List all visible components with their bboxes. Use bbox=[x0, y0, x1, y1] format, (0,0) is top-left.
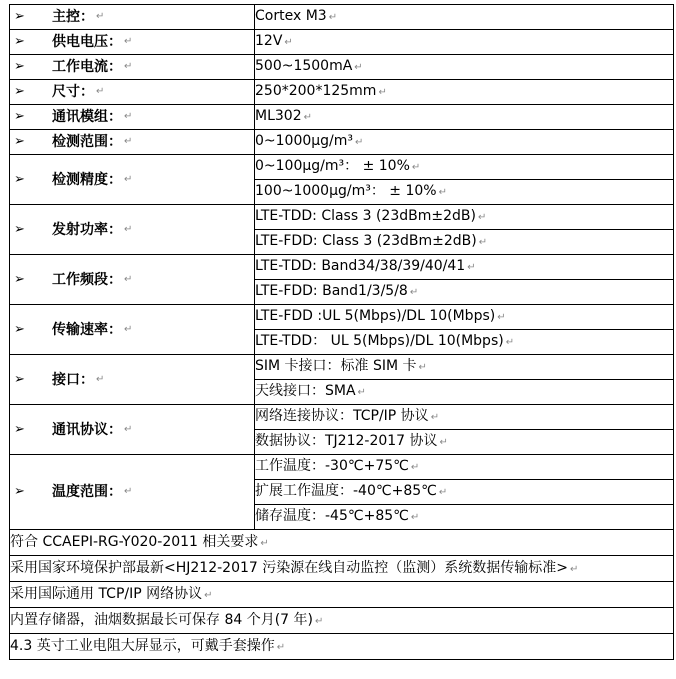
spec-label-cell bbox=[10, 5, 255, 30]
paragraph-mark-icon: ↵ bbox=[505, 337, 515, 348]
spec-label bbox=[10, 372, 254, 388]
note-text: 4.3 英寸工业电阻大屏显示，可戴手套操作 bbox=[10, 637, 275, 654]
note-row bbox=[10, 582, 674, 608]
paragraph-mark-icon: ↵ bbox=[430, 412, 440, 423]
paragraph-mark-icon: ↵ bbox=[354, 62, 363, 73]
arrow-bullet-icon: ➢ bbox=[14, 84, 25, 99]
note-cell bbox=[10, 634, 674, 660]
arrow-bullet-icon: ➢ bbox=[14, 421, 25, 437]
spec-value: Cortex M3 bbox=[255, 8, 327, 24]
spec-label-text: 传输速率： bbox=[52, 321, 122, 338]
spec-value: 0~100μg/m³： ± 10% bbox=[255, 158, 410, 174]
spec-label bbox=[10, 272, 254, 288]
arrow-bullet-icon: ➢ bbox=[14, 221, 25, 237]
spec-label-cell bbox=[10, 105, 255, 130]
spec-value-cell bbox=[255, 330, 674, 355]
spec-label-text: 尺寸： bbox=[52, 84, 94, 100]
spec-value-cell bbox=[255, 55, 674, 80]
paragraph-mark-icon: ↵ bbox=[497, 312, 506, 323]
paragraph-mark-icon: ↵ bbox=[96, 373, 105, 385]
spec-label-text: 接口： bbox=[52, 371, 94, 388]
paragraph-mark-icon: ↵ bbox=[124, 273, 133, 285]
paragraph-mark-icon: ↵ bbox=[467, 262, 476, 273]
paragraph-mark-icon: ↵ bbox=[439, 437, 448, 448]
spec-value: 0~1000μg/m³ bbox=[255, 133, 354, 149]
paragraph-mark-icon: ↵ bbox=[124, 173, 133, 185]
note-row bbox=[10, 530, 674, 556]
spec-value: 储存温度：-45℃+85℃ bbox=[255, 508, 409, 524]
spec-value: 100~1000μg/m³： ± 10% bbox=[255, 183, 437, 199]
spec-value-cell bbox=[255, 80, 674, 105]
paragraph-mark-icon: ↵ bbox=[276, 641, 286, 653]
spec-value-cell bbox=[255, 180, 674, 205]
spec-row bbox=[10, 355, 674, 380]
paragraph-mark-icon: ↵ bbox=[124, 36, 133, 47]
spec-row bbox=[10, 80, 674, 105]
paragraph-mark-icon: ↵ bbox=[328, 12, 338, 23]
spec-label bbox=[10, 322, 254, 338]
spec-value: LTE-FDD :UL 5(Mbps)/DL 10(Mbps) bbox=[255, 308, 496, 324]
note-text: 采用国际通用 TCP/IP 网络协议 bbox=[10, 585, 203, 602]
arrow-bullet-icon: ➢ bbox=[14, 109, 25, 124]
spec-label-cell bbox=[10, 155, 255, 205]
spec-row bbox=[10, 105, 674, 130]
paragraph-mark-icon: ↵ bbox=[124, 323, 133, 335]
spec-label-cell bbox=[10, 305, 255, 355]
note-row bbox=[10, 634, 674, 660]
note-row bbox=[10, 556, 674, 582]
spec-row bbox=[10, 130, 674, 155]
spec-row bbox=[10, 305, 674, 330]
paragraph-mark-icon: ↵ bbox=[410, 512, 420, 523]
spec-label-cell bbox=[10, 55, 255, 80]
spec-row bbox=[10, 205, 674, 230]
arrow-bullet-icon: ➢ bbox=[14, 271, 25, 287]
spec-value: ML302 bbox=[255, 108, 302, 124]
spec-row bbox=[10, 5, 674, 30]
spec-label bbox=[10, 84, 254, 100]
spec-label-text: 通讯协议： bbox=[52, 421, 122, 438]
spec-label-cell bbox=[10, 355, 255, 405]
arrow-bullet-icon: ➢ bbox=[14, 484, 25, 499]
paragraph-mark-icon: ↵ bbox=[96, 11, 105, 22]
note-text: 符合 CCAEPI-RG-Y020-2011 相关要求 bbox=[10, 533, 259, 550]
spec-value-cell bbox=[255, 480, 674, 505]
spec-value-cell bbox=[255, 105, 674, 130]
spec-value: 250*200*125mm bbox=[255, 83, 377, 99]
spec-label bbox=[10, 222, 254, 238]
paragraph-mark-icon: ↵ bbox=[315, 615, 324, 627]
spec-value: LTE-TDD: Class 3 (23dBm±2dB) bbox=[255, 208, 476, 224]
spec-label bbox=[10, 172, 254, 188]
spec-row bbox=[10, 455, 674, 480]
spec-label bbox=[10, 109, 254, 125]
arrow-bullet-icon: ➢ bbox=[14, 171, 25, 187]
paragraph-mark-icon: ↵ bbox=[284, 37, 293, 48]
spec-label-text: 供电电压： bbox=[52, 34, 122, 50]
spec-row bbox=[10, 405, 674, 430]
arrow-bullet-icon: ➢ bbox=[14, 9, 25, 24]
spec-row bbox=[10, 155, 674, 180]
spec-value-cell bbox=[255, 405, 674, 430]
paragraph-mark-icon: ↵ bbox=[477, 212, 487, 223]
spec-value-cell bbox=[255, 5, 674, 30]
spec-value-cell bbox=[255, 130, 674, 155]
spec-value: 工作温度：-30℃+75℃ bbox=[255, 458, 409, 474]
paragraph-mark-icon: ↵ bbox=[124, 61, 133, 72]
spec-value-cell bbox=[255, 430, 674, 455]
spec-label bbox=[10, 422, 254, 438]
spec-body bbox=[10, 5, 674, 660]
note-row bbox=[10, 608, 674, 634]
spec-value: 数据协议：TJ212-2017 协议 bbox=[255, 433, 438, 449]
note-cell bbox=[10, 582, 674, 608]
spec-table bbox=[9, 4, 674, 660]
arrow-bullet-icon: ➢ bbox=[14, 321, 25, 337]
spec-value-cell bbox=[255, 230, 674, 255]
paragraph-mark-icon: ↵ bbox=[124, 111, 133, 122]
paragraph-mark-icon: ↵ bbox=[124, 486, 133, 497]
spec-row bbox=[10, 255, 674, 280]
paragraph-mark-icon: ↵ bbox=[410, 462, 420, 473]
spec-value-cell bbox=[255, 305, 674, 330]
spec-value-cell bbox=[255, 380, 674, 405]
spec-label bbox=[10, 59, 254, 75]
spec-value: 网络连接协议：TCP/IP 协议 bbox=[255, 408, 429, 424]
spec-value: LTE-TDD: Band34/38/39/40/41 bbox=[255, 258, 466, 274]
paragraph-mark-icon: ↵ bbox=[438, 487, 448, 498]
spec-label-text: 主控： bbox=[52, 9, 94, 25]
spec-value: LTE-FDD: Class 3 (23dBm±2dB) bbox=[255, 233, 477, 249]
spec-value: LTE-TDD： UL 5(Mbps)/DL 10(Mbps) bbox=[255, 333, 504, 349]
spec-label-cell bbox=[10, 130, 255, 155]
spec-label-cell bbox=[10, 255, 255, 305]
paragraph-mark-icon: ↵ bbox=[418, 362, 427, 373]
arrow-bullet-icon: ➢ bbox=[14, 59, 25, 74]
arrow-bullet-icon: ➢ bbox=[14, 34, 25, 49]
spec-label-text: 检测精度： bbox=[52, 171, 122, 188]
note-text: 内置存储器，油烟数据最长可保存 84 个月(7 年) bbox=[10, 611, 313, 628]
paragraph-mark-icon: ↵ bbox=[357, 387, 366, 398]
spec-value: 扩展工作温度：-40℃+85℃ bbox=[255, 483, 437, 499]
spec-label-cell bbox=[10, 405, 255, 455]
paragraph-mark-icon: ↵ bbox=[204, 589, 213, 601]
note-text: 采用国家环境保护部最新<HJ212-2017 污染源在线自动监控（监测）系统数据传输标准> bbox=[10, 559, 568, 576]
spec-value: 12V bbox=[255, 33, 283, 49]
spec-value-cell bbox=[255, 355, 674, 380]
note-cell bbox=[10, 530, 674, 556]
paragraph-mark-icon: ↵ bbox=[124, 136, 133, 147]
spec-value-cell bbox=[255, 455, 674, 480]
spec-label-text: 检测范围： bbox=[52, 134, 122, 150]
spec-label bbox=[10, 9, 254, 25]
spec-value: 500~1500mA bbox=[255, 58, 353, 74]
spec-label-text: 工作频段： bbox=[52, 271, 122, 288]
paragraph-mark-icon: ↵ bbox=[303, 112, 312, 123]
paragraph-mark-icon: ↵ bbox=[355, 137, 364, 148]
spec-label-cell bbox=[10, 80, 255, 105]
paragraph-mark-icon: ↵ bbox=[124, 423, 133, 435]
note-cell bbox=[10, 608, 674, 634]
spec-value-cell bbox=[255, 30, 674, 55]
spec-value: SIM 卡接口：标准 SIM 卡 bbox=[255, 358, 417, 374]
paragraph-mark-icon: ↵ bbox=[124, 223, 133, 235]
paragraph-mark-icon: ↵ bbox=[438, 187, 447, 198]
paragraph-mark-icon: ↵ bbox=[260, 537, 269, 549]
paragraph-mark-icon: ↵ bbox=[409, 287, 419, 298]
spec-label bbox=[10, 34, 254, 50]
spec-label-text: 工作电流： bbox=[52, 59, 122, 75]
spec-value-cell bbox=[255, 155, 674, 180]
spec-label bbox=[10, 484, 254, 500]
spec-label-cell bbox=[10, 30, 255, 55]
note-cell bbox=[10, 556, 674, 582]
arrow-bullet-icon: ➢ bbox=[14, 134, 25, 149]
paragraph-mark-icon: ↵ bbox=[96, 86, 105, 97]
spec-value-cell bbox=[255, 205, 674, 230]
paragraph-mark-icon: ↵ bbox=[478, 237, 488, 248]
paragraph-mark-icon: ↵ bbox=[411, 162, 421, 173]
spec-value-cell bbox=[255, 505, 674, 530]
arrow-bullet-icon: ➢ bbox=[14, 371, 25, 387]
spec-label-text: 通讯模组： bbox=[52, 109, 122, 125]
spec-value-cell bbox=[255, 280, 674, 305]
spec-label-text: 温度范围： bbox=[52, 484, 122, 500]
spec-value-cell bbox=[255, 255, 674, 280]
spec-label-cell bbox=[10, 455, 255, 530]
spec-value: 天线接口：SMA bbox=[255, 383, 356, 399]
spec-label-cell bbox=[10, 205, 255, 255]
spec-label bbox=[10, 134, 254, 150]
spec-value: LTE-FDD: Band1/3/5/8 bbox=[255, 283, 408, 299]
spec-row bbox=[10, 30, 674, 55]
spec-row bbox=[10, 55, 674, 80]
spec-label-text: 发射功率： bbox=[52, 221, 122, 238]
paragraph-mark-icon: ↵ bbox=[569, 563, 579, 575]
paragraph-mark-icon: ↵ bbox=[378, 87, 387, 98]
